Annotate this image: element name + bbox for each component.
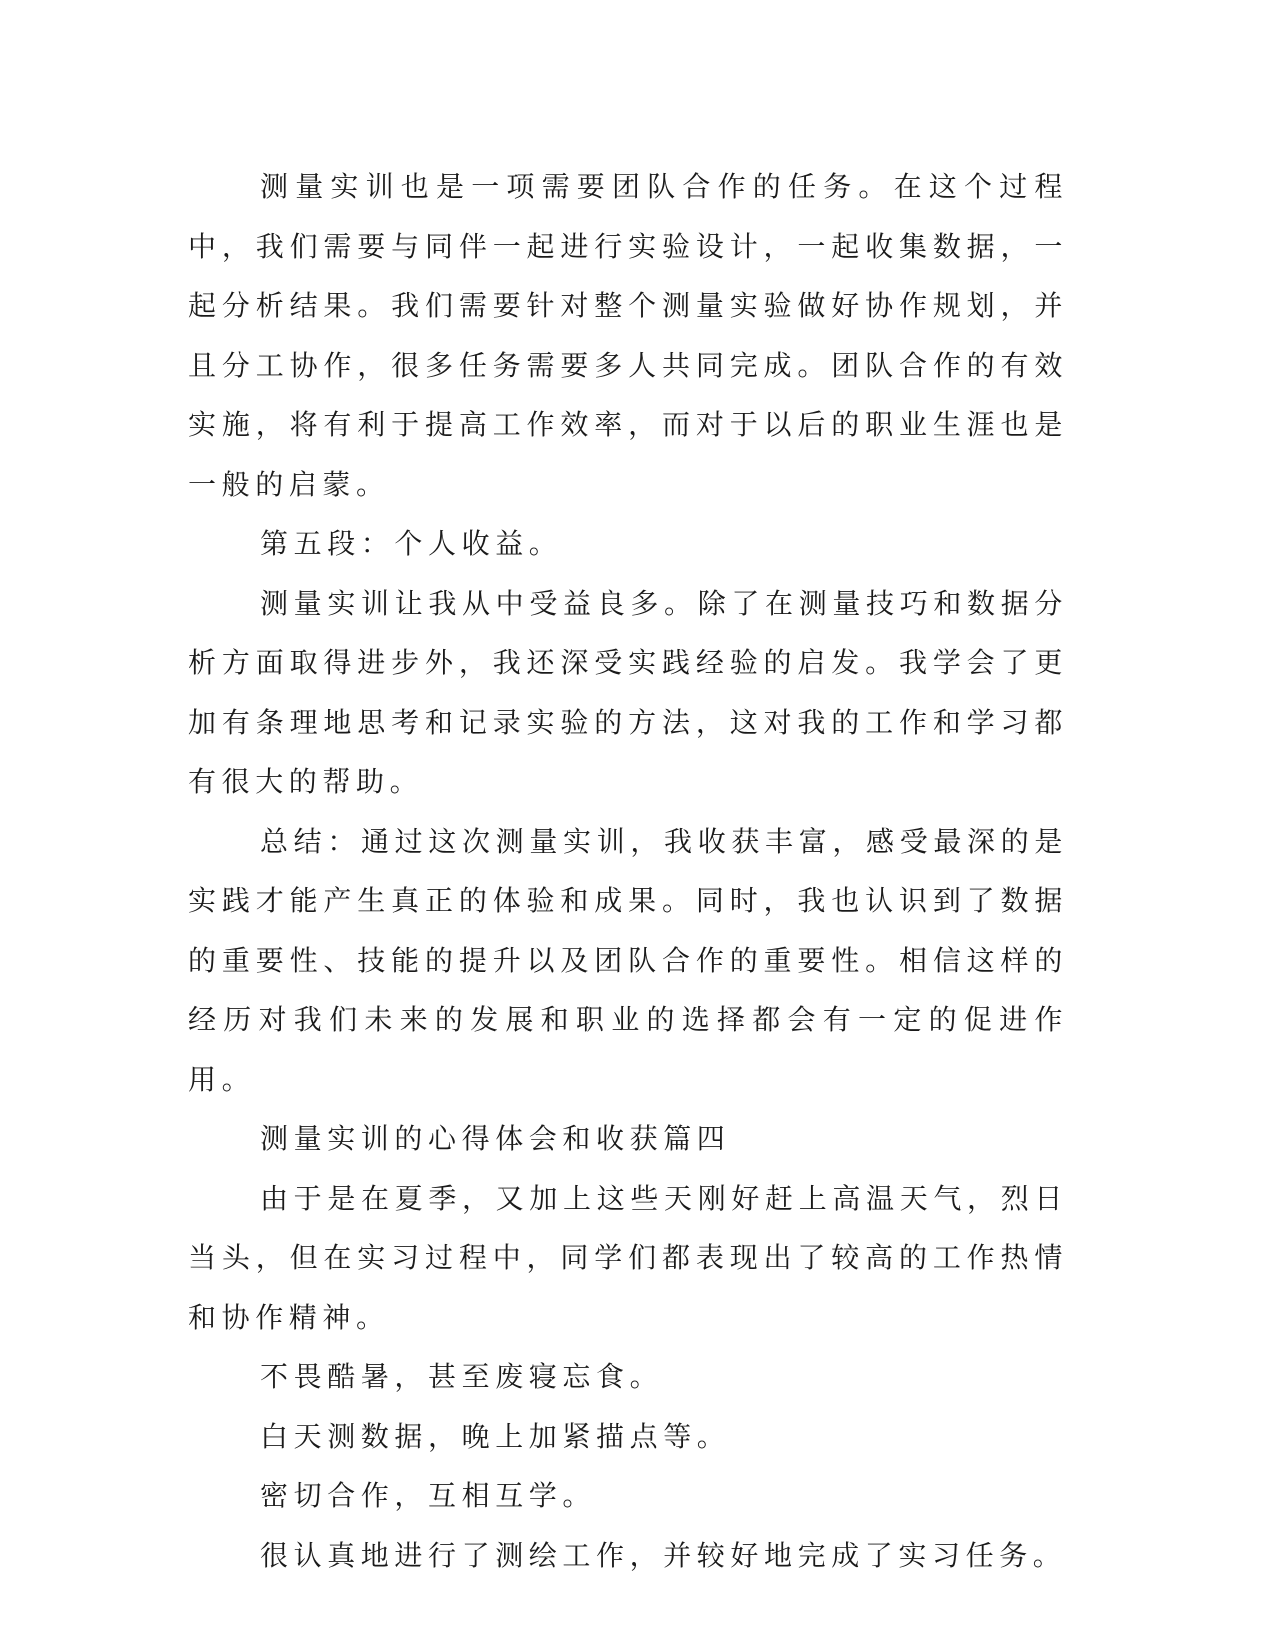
paragraph-summer-practice: 由于是在夏季，又加上这些天刚好赶上高温天气，烈日当头，但在实习过程中，同学们都表现出了较高的工作热情和协作精神。 bbox=[188, 1181, 1068, 1334]
paragraph-teamwork: 测量实训也是一项需要团队合作的任务。在这个过程中，我们需要与同伴一起进行实验设计，一起收集数据，一起分析结果。我们需要针对整个测量实验做好协作规划，并且分工协作，很多任务需要多人共同完成。团队合作的有效实施，将有利于提高工作效率，而对于以后的职业生涯也是一般的启蒙。 bbox=[188, 170, 1068, 501]
paragraph-personal-benefit: 测量实训让我从中受益良多。除了在测量技巧和数据分析方面取得进步外，我还深受实践经验的启发。我学会了更加有条理地思考和记录实验的方法，这对我的工作和学习都有很大的帮助。 bbox=[188, 586, 1068, 798]
line-day-night-work: 白天测数据，晚上加紧描点等。 bbox=[260, 1419, 731, 1453]
line-task-completed: 很认真地进行了测绘工作，并较好地完成了实习任务。 bbox=[260, 1538, 1067, 1572]
paragraph-summary: 总结：通过这次测量实训，我收获丰富，感受最深的是实践才能产生真正的体验和成果。同时，我也认识到了数据的重要性、技能的提升以及团队合作的重要性。相信这样的经历对我们未来的发展和职业的选择都会有一定的促进作用。 bbox=[188, 824, 1068, 1096]
article-title-part-four: 测量实训的心得体会和收获篇四 bbox=[260, 1122, 731, 1155]
line-no-fear-heat: 不畏酷暑，甚至废寝忘食。 bbox=[260, 1360, 664, 1393]
line-cooperation: 密切合作，互相互学。 bbox=[260, 1479, 597, 1512]
section-heading-personal-benefit: 第五段：个人收益。 bbox=[260, 527, 563, 560]
document-body bbox=[188, 157, 1068, 1585]
